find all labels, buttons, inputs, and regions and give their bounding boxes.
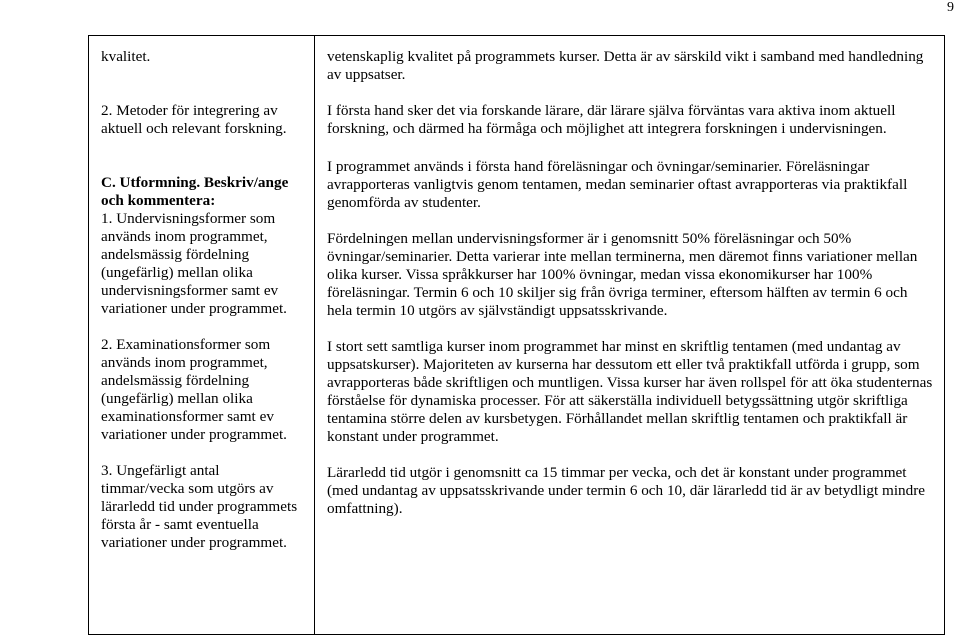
question-1-teaching-forms: 1. Undervisningsformer som används inom programmet, andelsmässig fördelning (ungefärlig) mellan olika undervisningsformer samt ev variationer under programmet. (101, 210, 287, 317)
table-row (89, 36, 945, 635)
page-number: 9 (947, 0, 954, 15)
answer-teaching-distribution: Fördelningen mellan undervisningsformer är i genomsnitt 50% föreläsningar och 50% övningar/seminarier. Detta varierar inte mellan terminerna, men däremot finns variationer mellan olika kurser. Vissa språkkurser har 100% övningar, medan vissa ekonomikurser har 100% föreläsningar. Termin 6 och 10 skiljer sig från övriga terminer, eftersom hälften av termin 6 och hela termin 10 utgörs av självständigt uppsatsskrivande. (327, 230, 918, 319)
question-column (89, 36, 315, 635)
question-3-teacher-hours: 3. Ungefärligt antal timmar/vecka som utgörs av lärarledd tid under programmets första år - samt eventuella variationer under programmet. (101, 462, 298, 551)
left-intro-text: kvalitet. (101, 48, 151, 65)
section-c (101, 174, 306, 318)
answer-teaching-forms: I programmet används i första hand föreläsningar och övningar/seminarier. Föreläsningar avrapporteras vanligtvis genom tentamen, medan seminarier oftast avrapporteras via praktikfall genomförda av studenter. (327, 158, 908, 211)
answer-examination-forms: I stort sett samtliga kurser inom programmet har minst en skriftlig tentamen (med undantag av uppsatskurser). Majoriteten av kurserna har dessutom ett eller två praktikfall utförda i grupp, som avrapporteras både skriftligen och muntligen. Vissa kurser har även rollspel för att öka studenternas förståelse för dynamiska processer. För att säkerställa individuell betygssättning utgör skriftliga tentamina större delen av kursbetygen. Förhållandet mellan skriftlig tentamen och praktikfall är konstant under programmet. (327, 338, 933, 445)
question-2-exam-forms: 2. Examinationsformer som används inom programmet, andelsmässig fördelning (ungefärlig) mellan olika examinationsformer samt ev variationer under programmet. (101, 336, 287, 443)
answer-teacher-hours: Lärarledd tid utgör i genomsnitt ca 15 timmar per vecka, och det är konstant under programmet (med undantag av uppsatsskrivande under termin 6 och 10, där lärarledd tid är av betydligt mindre omfattning). (327, 464, 926, 517)
answer-research-integration: I första hand sker det via forskande lärare, där lärare själva förväntas vara aktiva inom aktuell forskning, och därmed ha förmåga och möjlighet att integrera forskningen i undervisningen. (327, 102, 896, 137)
answer-intro-text: vetenskaplig kvalitet på programmets kurser. Detta är av särskild vikt i samband med handledning av uppsatser. (327, 48, 924, 83)
section-2-methods: 2. Metoder för integrering av aktuell och relevant forskning. (101, 102, 287, 137)
answer-column (315, 36, 945, 635)
program-description-table (88, 35, 945, 635)
section-c-heading: C. Utformning. Beskriv/ange och kommentera: (101, 174, 289, 209)
